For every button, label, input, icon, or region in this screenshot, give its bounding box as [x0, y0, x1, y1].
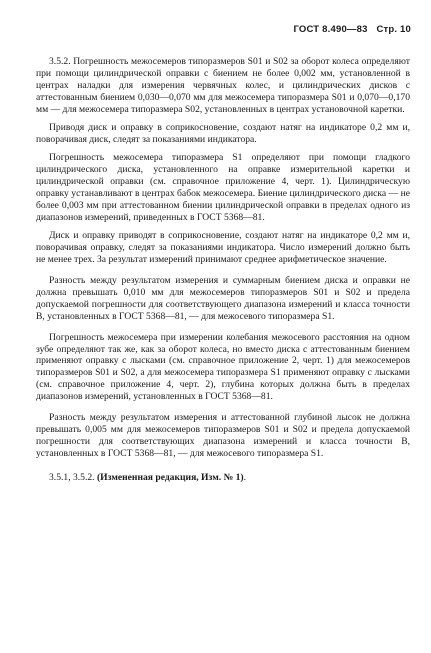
page-header [287, 24, 411, 35]
document-body [36, 56, 410, 490]
paragraph-3-5-2: 3.5.2. Погрешность межосемеров типоразмеров S01 и S02 за оборот колеса определяют при помощи цилиндрической оправки с биением не более 0,002 мм, установленной в центрах наладки для измерения червячных колес, и цилиндрических дисков с аттестованным биением 0,030—0,070 мм для межосемера типоразмера S01 и 0,070—0,170 мм — для межосемера типоразмера S02, установленных в центрах установочной каретки. [36, 56, 410, 115]
paragraph-tooth-variation: Погрешность межосемера при измерении колебания межосевого расстояния на одном зубе определяют так же, как за оборот колеса, но вместо диска с аттестованным биением применяют оправку с лысками (см. справочное приложение 2, черт. 1) для межосемеров типоразмеров S01 и S02, а для межосемера типоразмера S1 применяют оправку с лысками (см. справочное приложение 4, черт. 2), глубина которых должна быть в пределах диапазонов измерений, установленных в ГОСТ 5368—81. [36, 331, 410, 403]
revision-note-prefix: 3.5.1, 3.5.2. [49, 471, 97, 483]
revision-note [36, 472, 410, 484]
page-number: Стр. 10 [376, 24, 411, 35]
paragraph-s1-error: Погрешность межосемера типоразмера S1 определяют при помощи гладкого цилиндрического диска, установленного на оправке измерительной каретки и цилиндрической оправки (см. справочное приложение 4, черт. 1). Цилиндрическую оправку устанавливают в центрах бабок межосемера. Биение цилиндрического диска — не более 0,003 мм при аттестованном биении цилиндрической оправки в пределах одного из диапазонов измерений, приведенных в ГОСТ 5368—81. [36, 152, 410, 223]
paragraph-measurement-procedure: Диск и оправку приводят в соприкосновение, создают натяг на индикаторе 0,2 мм и, поворачивая оправку, следят за показаниями индикатора. Число измерений должно быть не менее трех. За результат измерений принимают среднее арифметическое значение. [36, 230, 410, 266]
standard-number: ГОСТ 8.490—83 [293, 24, 368, 35]
paragraph-difference-requirement: Разность между результатом измерения и суммарным биением диска и оправки не должна превышать 0,010 мм для межосемеров типоразмеров S01 и S02 и предела допускаемой погрешности для соответствующего диапазона измерений и класса точности В, установленных в ГОСТ 5368—81, — для межосевого типоразмера S1. [36, 275, 410, 322]
paragraph-disk-mandrel-contact: Приводя диск и оправку в соприкосновение, создают натяг на индикаторе 0,2 мм и, поворачивая диск, следят за показаниями индикатора. [36, 122, 410, 145]
revision-note-label: (Измененная редакция, Изм. № 1) [96, 471, 244, 483]
paragraph-flat-depth-requirement: Разность между результатом измерения и аттестованной глубиной лысок не должна превышать 0,005 мм для межосемеров типоразмеров S01 и S02 и предела допускаемой погрешности для соответствующих диапазона измерений и класса точности В, установленных в ГОСТ 5368—81, — для межосевого типоразмера S1. [36, 412, 410, 459]
revision-note-suffix: . [243, 471, 247, 483]
